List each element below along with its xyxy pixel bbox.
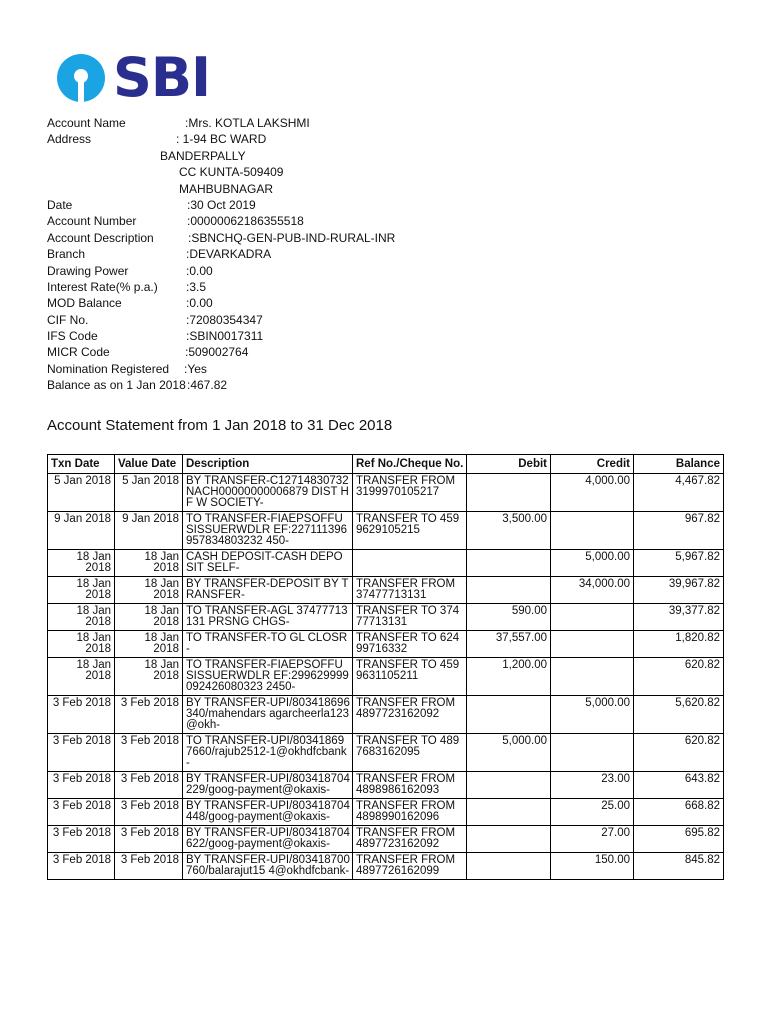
field-value: :Yes [184, 361, 207, 376]
value-date-cell: 18 Jan 2018 [115, 658, 183, 696]
ref-no-cell: TRANSFER FROM 4897723162092 [353, 826, 467, 853]
value-date-cell: 3 Feb 2018 [115, 772, 183, 799]
table-row [48, 512, 724, 550]
field-value: :00000062186355518 [187, 214, 304, 229]
field-label: MOD Balance [47, 296, 122, 311]
ref-no-cell: TRANSFER FROM 4898986162093 [353, 772, 467, 799]
field-label: MICR Code [47, 345, 110, 360]
credit-cell [551, 658, 634, 696]
table-row [48, 474, 724, 512]
description-cell: TO TRANSFER-UPI/803418697660/rajub2512-1@okhdfcbank- [183, 734, 353, 772]
credit-cell: 150.00 [551, 853, 634, 880]
value-date-cell: 3 Feb 2018 [115, 799, 183, 826]
ref-no-cell: TRANSFER TO 37477713131 [353, 604, 467, 631]
description-cell: TO TRANSFER-FIAEPSOFFUSISSUERWDLR EF:227111396957834803232 450- [183, 512, 353, 550]
debit-cell [467, 550, 551, 577]
field-value: :3.5 [186, 279, 207, 294]
balance-cell: 620.82 [634, 658, 724, 696]
balance-cell: 4,467.82 [634, 474, 724, 512]
description-cell: BY TRANSFER-UPI/803418704448/goog-payment@okaxis- [183, 799, 353, 826]
value-date-cell: 9 Jan 2018 [115, 512, 183, 550]
txn-date-cell: 18 Jan 2018 [48, 631, 115, 658]
description-cell: CASH DEPOSIT-CASH DEPOSIT SELF- [183, 550, 353, 577]
field-value: :467.82 [187, 378, 228, 393]
description-cell: TO TRANSFER-AGL 37477713131 PRSNG CHGS- [183, 604, 353, 631]
balance-cell: 845.82 [634, 853, 724, 880]
balance-cell: 39,377.82 [634, 604, 724, 631]
description-cell: BY TRANSFER-UPI/803418704622/goog-payment@okaxis- [183, 826, 353, 853]
field-label: Drawing Power [47, 263, 129, 278]
debit-cell: 1,200.00 [467, 658, 551, 696]
field-label: Account Description [47, 230, 154, 245]
txn-date-cell: 3 Feb 2018 [48, 696, 115, 734]
table-row [48, 550, 724, 577]
ref-no-cell [353, 550, 467, 577]
debit-cell [467, 577, 551, 604]
balance-cell: 1,820.82 [634, 631, 724, 658]
balance-cell: 39,967.82 [634, 577, 724, 604]
value-date-cell: 3 Feb 2018 [115, 853, 183, 880]
ref-no-cell: TRANSFER FROM 37477713131 [353, 577, 467, 604]
value-date-cell: 3 Feb 2018 [115, 696, 183, 734]
table-row [48, 696, 724, 734]
header-debit: Debit [467, 455, 551, 474]
table-header-row [48, 455, 724, 474]
value-date-cell: 5 Jan 2018 [115, 474, 183, 512]
balance-cell: 967.82 [634, 512, 724, 550]
field-label: Balance as on 1 Jan 2018 [47, 378, 186, 393]
table-row [48, 799, 724, 826]
bank-name: SBI [113, 46, 211, 109]
table-row [48, 826, 724, 853]
debit-cell: 590.00 [467, 604, 551, 631]
value-date-cell: 18 Jan 2018 [115, 577, 183, 604]
sbi-keyhole-logo-icon [55, 52, 107, 104]
description-cell: BY TRANSFER-UPI/803418696340/mahendars agarcheerla123@okh- [183, 696, 353, 734]
field-value: : 1-94 BC WARD [176, 132, 267, 147]
description-cell: BY TRANSFER-UPI/803418704229/goog-payment@okaxis- [183, 772, 353, 799]
field-label: Account Name [47, 116, 126, 130]
txn-date-cell: 3 Feb 2018 [48, 772, 115, 799]
table-row [48, 734, 724, 772]
field-label: Nomination Registered [47, 361, 170, 376]
ref-no-cell: TRANSFER TO 62499716332 [353, 631, 467, 658]
value-date-cell: 3 Feb 2018 [115, 826, 183, 853]
balance-cell: 695.82 [634, 826, 724, 853]
balance-cell: 5,967.82 [634, 550, 724, 577]
field-label: Date [47, 197, 73, 212]
debit-cell [467, 799, 551, 826]
field-value: :SBNCHQ-GEN-PUB-IND-RURAL-INR [188, 230, 396, 245]
debit-cell: 5,000.00 [467, 734, 551, 772]
description-cell: BY TRANSFER-C12714830732 NACH00000000006879 DIST HF W SOCIETY- [183, 474, 353, 512]
txn-date-cell: 18 Jan 2018 [48, 577, 115, 604]
balance-cell: 5,620.82 [634, 696, 724, 734]
value-date-cell: 18 Jan 2018 [115, 631, 183, 658]
field-value: :DEVARKADRA [186, 247, 272, 262]
description-cell: TO TRANSFER-FIAEPSOFFUSISSUERWDLR EF:299629999092426080323 2450- [183, 658, 353, 696]
txn-date-cell: 3 Feb 2018 [48, 799, 115, 826]
txn-date-cell: 18 Jan 2018 [48, 658, 115, 696]
header-value-date: Value Date [115, 455, 183, 474]
field-value: :30 Oct 2019 [187, 197, 256, 212]
balance-cell: 620.82 [634, 734, 724, 772]
field-label: CIF No. [47, 312, 89, 327]
field-label: Interest Rate(% p.a.) [47, 279, 158, 294]
header-txn-date: Txn Date [48, 455, 115, 474]
credit-cell: 27.00 [551, 826, 634, 853]
txn-date-cell: 3 Feb 2018 [48, 853, 115, 880]
table-row [48, 772, 724, 799]
table-row [48, 853, 724, 880]
txn-date-cell: 18 Jan 2018 [48, 550, 115, 577]
sbi-logo [55, 46, 211, 109]
credit-cell: 4,000.00 [551, 474, 634, 512]
field-value: :SBIN0017311 [186, 329, 264, 344]
field-label: IFS Code [47, 329, 98, 344]
description-cell: TO TRANSFER-TO GL CLOSR - [183, 631, 353, 658]
value-date-cell: 18 Jan 2018 [115, 550, 183, 577]
ref-no-cell: TRANSFER FROM 4897723162092 [353, 696, 467, 734]
field-value: :509002764 [185, 345, 249, 360]
txn-date-cell: 9 Jan 2018 [48, 512, 115, 550]
field-value: :0.00 [186, 263, 213, 278]
debit-cell: 3,500.00 [467, 512, 551, 550]
address-line-text: BANDERPALLY [160, 148, 246, 163]
credit-cell [551, 512, 634, 550]
credit-cell: 5,000.00 [551, 550, 634, 577]
value-date-cell: 3 Feb 2018 [115, 734, 183, 772]
field-label: Branch [47, 247, 86, 262]
credit-cell [551, 734, 634, 772]
description-cell: BY TRANSFER-UPI/803418700760/balarajut15 4@okhdfcbank- [183, 853, 353, 880]
description-cell: BY TRANSFER-DEPOSIT BY TRANSFER- [183, 577, 353, 604]
field-value: :0.00 [186, 296, 213, 311]
value-date-cell: 18 Jan 2018 [115, 604, 183, 631]
credit-cell: 34,000.00 [551, 577, 634, 604]
field-label: Account Number [47, 214, 137, 229]
balance-cell: 643.82 [634, 772, 724, 799]
credit-cell [551, 631, 634, 658]
debit-cell: 37,557.00 [467, 631, 551, 658]
address-line-text: CC KUNTA-509409 [179, 165, 284, 180]
header-description: Description [183, 455, 353, 474]
ref-no-cell: TRANSFER FROM 4898990162096 [353, 799, 467, 826]
balance-cell: 668.82 [634, 799, 724, 826]
credit-cell [551, 604, 634, 631]
statement-title: Account Statement from 1 Jan 2018 to 31 Dec 2018 [47, 417, 393, 434]
txn-date-cell: 5 Jan 2018 [48, 474, 115, 512]
ref-no-cell: TRANSFER FROM 4897726162099 [353, 853, 467, 880]
debit-cell [467, 826, 551, 853]
txn-date-cell: 3 Feb 2018 [48, 826, 115, 853]
field-label: Address [47, 132, 92, 147]
debit-cell [467, 474, 551, 512]
txn-date-cell: 3 Feb 2018 [48, 734, 115, 772]
address-line-text: MAHBUBNAGAR [179, 181, 274, 196]
ref-no-cell: TRANSFER FROM 3199970105217 [353, 474, 467, 512]
field-value: :72080354347 [186, 312, 263, 327]
txn-date-cell: 18 Jan 2018 [48, 604, 115, 631]
header-ref-no: Ref No./Cheque No. [353, 455, 467, 474]
credit-cell: 25.00 [551, 799, 634, 826]
table-row [48, 658, 724, 696]
ref-no-cell: TRANSFER TO 4599631105211 [353, 658, 467, 696]
table-row [48, 577, 724, 604]
statement-table [47, 454, 724, 880]
ref-no-cell: TRANSFER TO 4897683162095 [353, 734, 467, 772]
debit-cell [467, 772, 551, 799]
credit-cell: 5,000.00 [551, 696, 634, 734]
debit-cell [467, 853, 551, 880]
credit-cell: 23.00 [551, 772, 634, 799]
table-row [48, 631, 724, 658]
debit-cell [467, 696, 551, 734]
field-value: :Mrs. KOTLA LAKSHMI [185, 116, 310, 130]
header-credit: Credit [551, 455, 634, 474]
ref-no-cell: TRANSFER TO 4599629105215 [353, 512, 467, 550]
table-row [48, 604, 724, 631]
header-balance: Balance [634, 455, 724, 474]
